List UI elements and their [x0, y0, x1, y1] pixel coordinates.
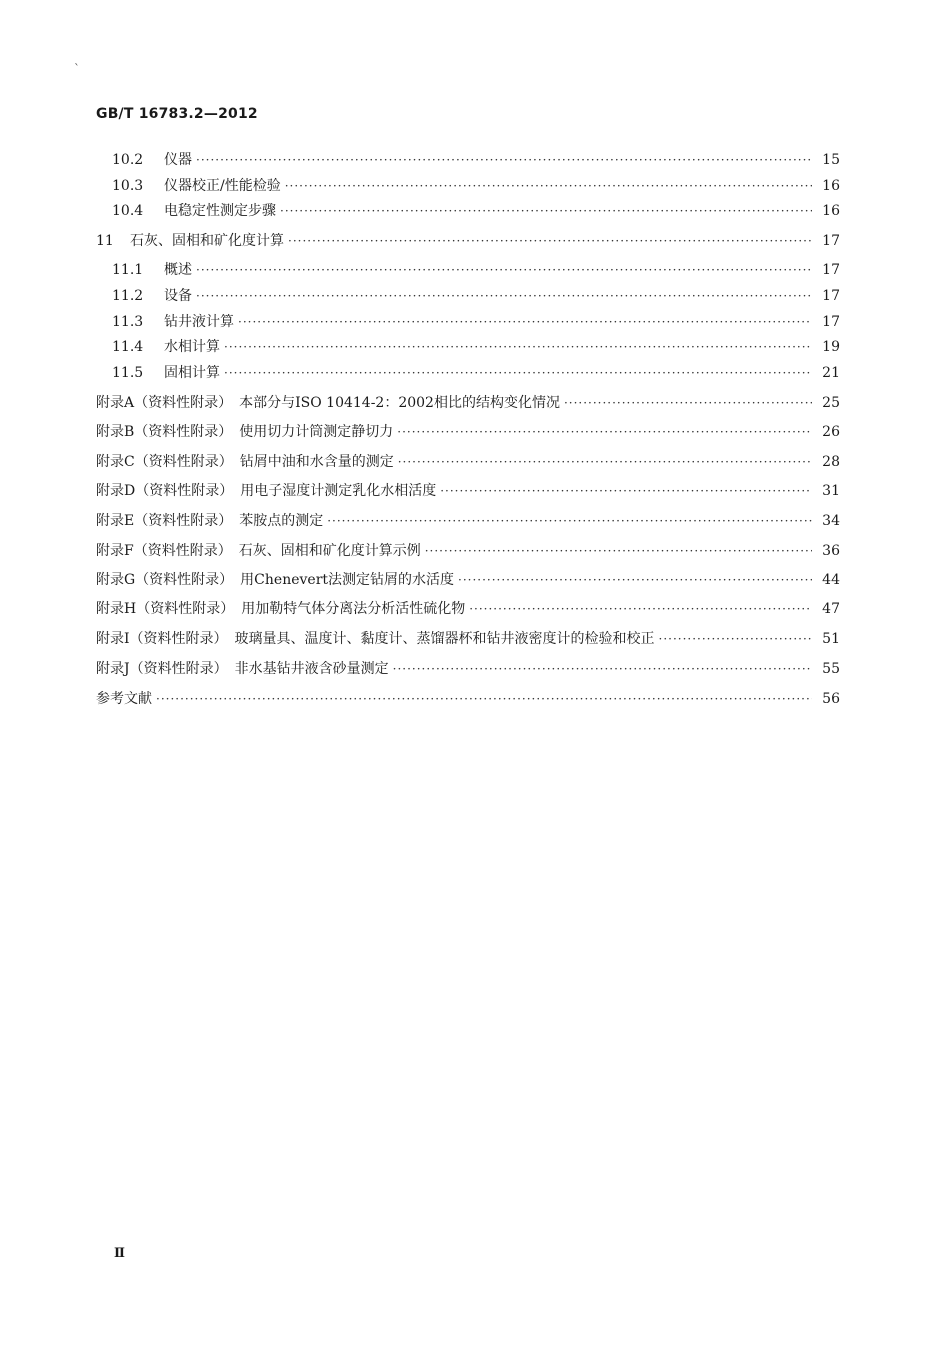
- toc-leader-dots: [440, 481, 812, 501]
- toc-entry-title: 附录E（资料性附录） 苯胺点的测定: [96, 513, 324, 529]
- toc-entry-number: 11.4: [112, 339, 144, 355]
- toc-leader-dots: [196, 150, 812, 170]
- standard-code-header: GB/T 16783.2—2012: [96, 106, 258, 122]
- toc-entry[interactable]: [112, 201, 840, 221]
- toc-entry-page: 17: [822, 314, 840, 330]
- toc-entry-number: 11.3: [112, 314, 144, 330]
- toc-leader-dots: [398, 452, 812, 472]
- toc-leader-dots: [425, 541, 812, 561]
- toc-leader-dots: [224, 363, 812, 383]
- toc-entry[interactable]: [96, 570, 840, 590]
- toc-entry[interactable]: [96, 599, 840, 619]
- toc-entry[interactable]: [112, 286, 840, 306]
- toc-entry[interactable]: [112, 312, 840, 332]
- toc-entry-page: 55: [822, 661, 840, 677]
- toc-entry-title: 概述: [164, 262, 192, 278]
- toc-entry[interactable]: [96, 629, 840, 649]
- toc-entry[interactable]: [112, 176, 840, 196]
- toc-leader-dots: [196, 260, 812, 280]
- toc-entry-title: 附录C（资料性附录） 钻屑中油和水含量的测定: [96, 454, 394, 470]
- toc-entry-page: 56: [822, 691, 840, 707]
- toc-leader-dots: [393, 659, 812, 679]
- toc-entry-title: 固相计算: [164, 365, 220, 381]
- toc-entry[interactable]: [96, 511, 840, 531]
- toc-leader-dots: [659, 629, 812, 649]
- toc-entry-title: 仪器: [164, 152, 192, 168]
- toc-leader-dots: [285, 176, 812, 196]
- toc-entry-number: 10.4: [112, 203, 144, 219]
- toc-entry-number: 11: [96, 233, 114, 249]
- toc-entry[interactable]: [96, 393, 840, 413]
- toc-leader-dots: [458, 570, 812, 590]
- toc-entry-page: 51: [822, 631, 840, 647]
- toc-entry-title: 附录F（资料性附录） 石灰、固相和矿化度计算示例: [96, 543, 421, 559]
- toc-entry[interactable]: [96, 541, 840, 561]
- page-number-footer: Ⅱ: [114, 1246, 125, 1261]
- toc-entry-number: 10.3: [112, 178, 144, 194]
- toc-leader-dots: [288, 231, 812, 251]
- toc-entry-page: 36: [822, 543, 840, 559]
- toc-entry-page: 26: [822, 424, 840, 440]
- toc-entry-title: 石灰、固相和矿化度计算: [130, 233, 284, 249]
- toc-leader-dots: [280, 201, 812, 221]
- toc-leader-dots: [397, 422, 812, 442]
- toc-entry-number: 11.2: [112, 288, 144, 304]
- toc-entry-title: 仪器校正/性能检验: [164, 178, 281, 194]
- toc-entry[interactable]: [112, 260, 840, 280]
- toc-entry-title: 设备: [164, 288, 192, 304]
- toc-entry-page: 19: [822, 339, 840, 355]
- toc-entry-number: 11.5: [112, 365, 144, 381]
- toc-leader-dots: [238, 312, 812, 332]
- toc-entry-title: 电稳定性测定步骤: [164, 203, 276, 219]
- toc-entry[interactable]: [112, 150, 840, 170]
- toc-entry[interactable]: [112, 363, 840, 383]
- toc-entry-page: 34: [822, 513, 840, 529]
- toc-entry-title: 水相计算: [164, 339, 220, 355]
- toc-leader-dots: [564, 393, 812, 413]
- toc-entry-number: 10.2: [112, 152, 144, 168]
- toc-entry[interactable]: [96, 422, 840, 442]
- toc-entry-title: 附录H（资料性附录） 用加勒特气体分离法分析活性硫化物: [96, 601, 466, 617]
- toc-entry[interactable]: [112, 337, 840, 357]
- toc-entry-title: 钻井液计算: [164, 314, 234, 330]
- toc-entry-page: 31: [822, 483, 840, 499]
- toc-entry-title: 附录G（资料性附录） 用Chenevert法测定钻屑的水活度: [96, 572, 455, 588]
- toc-entry-title: 附录I（资料性附录） 玻璃量具、温度计、黏度计、蒸馏器杯和钻井液密度计的检验和校正: [96, 631, 655, 647]
- toc-leader-dots: [224, 337, 812, 357]
- toc-entry-title: 参考文献: [96, 691, 152, 707]
- toc-entry-page: 17: [822, 262, 840, 278]
- toc-leader-dots: [469, 599, 812, 619]
- toc-entry-title: 附录D（资料性附录） 用电子湿度计测定乳化水相活度: [96, 483, 437, 499]
- toc-entry-title: 附录B（资料性附录） 使用切力计筒测定静切力: [96, 424, 394, 440]
- scan-mark: `: [74, 62, 80, 76]
- toc-entry-page: 17: [822, 288, 840, 304]
- toc-leader-dots: [156, 689, 812, 709]
- toc-entry-number: 11.1: [112, 262, 144, 278]
- toc-leader-dots: [196, 286, 812, 306]
- toc-entry-page: 17: [822, 233, 840, 249]
- toc-entry-page: 15: [822, 152, 840, 168]
- toc-entry-page: 21: [822, 365, 840, 381]
- toc-entry-title: 附录J（资料性附录） 非水基钻井液含砂量测定: [96, 661, 389, 677]
- toc-entry[interactable]: [96, 231, 840, 251]
- toc-leader-dots: [327, 511, 812, 531]
- toc-entry[interactable]: [96, 481, 840, 501]
- toc-entry-title: 附录A（资料性附录） 本部分与ISO 10414-2：2002相比的结构变化情况: [96, 395, 560, 411]
- toc-entry-page: 16: [822, 203, 840, 219]
- toc-entry-page: 28: [822, 454, 840, 470]
- toc-entry[interactable]: [96, 689, 840, 709]
- toc-entry-page: 47: [822, 601, 840, 617]
- toc-entry-page: 16: [822, 178, 840, 194]
- toc-entry[interactable]: [96, 452, 840, 472]
- toc-entry-page: 25: [822, 395, 840, 411]
- toc-entry[interactable]: [96, 659, 840, 679]
- toc-entry-page: 44: [822, 572, 840, 588]
